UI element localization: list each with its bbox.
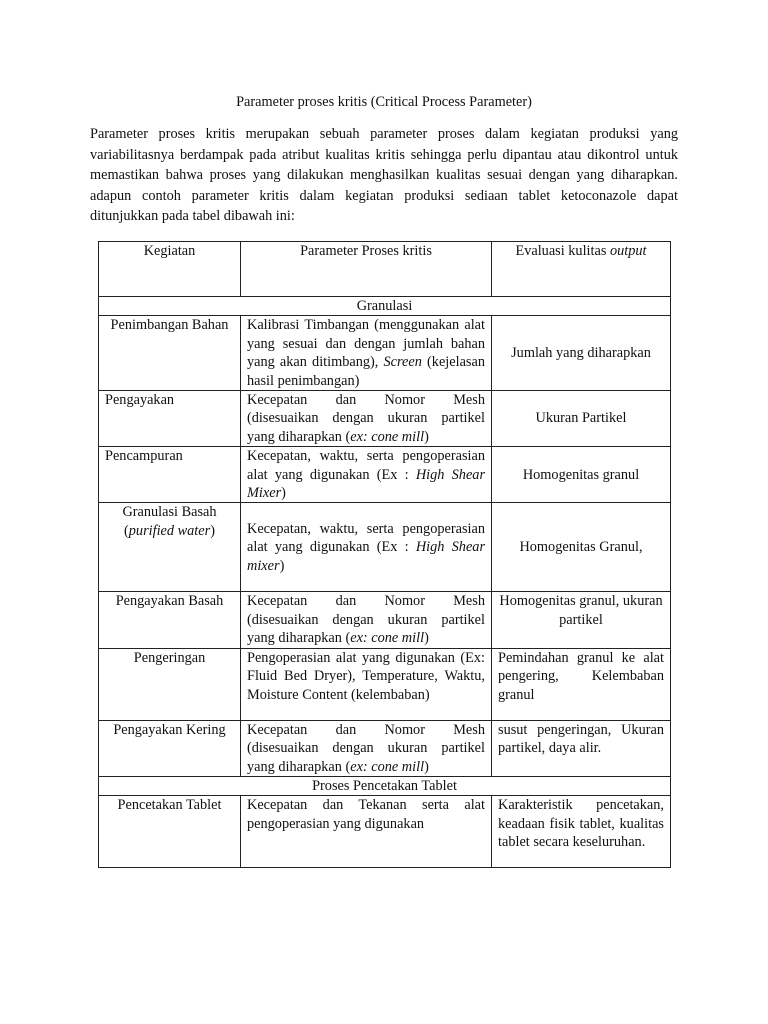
header-kegiatan: Kegiatan xyxy=(99,242,241,297)
page-title: Parameter proses kritis (Critical Process Parameter) xyxy=(236,94,532,110)
table-row xyxy=(99,648,671,720)
parameter-italic-text: ex: cone mill xyxy=(350,630,425,647)
parameter-italic-text: High Shear Mixer xyxy=(247,466,486,502)
cell-kegiatan: Pencampuran xyxy=(99,447,241,503)
cell-evaluasi: susut pengeringan, Ukuran partikel, daya alir. xyxy=(492,720,671,776)
kegiatan-paren-close: ) xyxy=(210,522,215,539)
table-row xyxy=(99,316,671,391)
parameter-text-end: ) xyxy=(279,557,285,574)
cell-kegiatan: Penimbangan Bahan xyxy=(99,316,241,391)
section-label-pencetakan: Proses Pencetakan Tablet xyxy=(99,776,671,795)
table-row xyxy=(99,447,671,503)
table-header-row xyxy=(99,242,671,297)
cell-evaluasi: Ukuran Partikel xyxy=(492,391,671,447)
header-evaluasi-text: Evaluasi kulitas xyxy=(515,243,610,259)
cell-kegiatan: Pengayakan xyxy=(99,391,241,447)
parameter-italic-text: High Shear mixer xyxy=(247,539,486,574)
cell-evaluasi: Pemindahan granul ke alat pengering, Kelembaban granul xyxy=(492,648,671,720)
kegiatan-italic-text: purified water xyxy=(128,522,211,539)
critical-process-parameter-table xyxy=(98,241,671,868)
intro-paragraph: Parameter proses kritis merupakan sebuah parameter proses dalam kegiatan produksi yang variabilitasnya berdampak pada atribut kualitas kritis sehingga perlu dipantau atau dikontrol untuk memastikan bahwa proses yang dilakukan menghasilkan kualitas sesuai dengan yang diharapkan. adapun contoh parameter kritis dalam kegiatan produksi sediaan tablet ketoconazole dapat ditunjukkan pada tabel dibawah ini: xyxy=(90,126,678,225)
table-row xyxy=(99,503,671,592)
parameter-italic-text: ex: cone mill xyxy=(350,428,425,445)
parameter-text-end: ) xyxy=(424,428,429,445)
cell-parameter: Pengoperasian alat yang digunakan (Ex: Fluid Bed Dryer), Temperature, Waktu, Moisture Content (kelembaban) xyxy=(241,648,492,720)
cell-evaluasi: Homogenitas granul xyxy=(492,447,671,503)
parameter-text: Kecepatan dan Nomor Mesh (disesuaikan dengan ukuran partikel yang diharapkan ( xyxy=(247,392,485,445)
cell-evaluasi: Karakteristik pencetakan, keadaan fisik tablet, kualitas tablet secara keseluruhan. xyxy=(492,796,671,868)
header-evaluasi-italic: output xyxy=(609,243,647,259)
parameter-text: Kalibrasi Timbangan (menggunakan alat yang sesuai dan dengan jumlah bahan yang akan ditimbang), xyxy=(247,317,485,371)
table-row xyxy=(99,592,671,648)
table-row xyxy=(99,391,671,447)
kegiatan-text: Granulasi Basah xyxy=(122,504,217,521)
parameter-text: Kecepatan dan Nomor Mesh (disesuaikan dengan ukuran partikel yang diharapkan ( xyxy=(247,593,485,647)
cell-parameter xyxy=(241,447,492,503)
cell-evaluasi: Homogenitas granul, ukuran partikel xyxy=(492,592,671,648)
header-evaluasi xyxy=(492,242,671,297)
parameter-italic-text: ex: cone mill xyxy=(350,758,425,775)
parameter-text: Kecepatan, waktu, serta pengoperasian alat yang digunakan (Ex : xyxy=(247,520,485,556)
section-row-granulasi xyxy=(99,297,671,316)
cell-parameter xyxy=(241,592,492,648)
cell-evaluasi: Homogenitas Granul, xyxy=(492,503,671,592)
parameter-text-end: ) xyxy=(424,630,429,647)
parameter-italic-text: Screen xyxy=(383,354,422,371)
cell-parameter xyxy=(241,316,492,391)
header-parameter: Parameter Proses kritis xyxy=(241,242,492,297)
cell-kegiatan: Pengayakan Basah xyxy=(99,592,241,648)
cell-parameter xyxy=(241,720,492,776)
kegiatan-paren-open: ( xyxy=(124,522,129,539)
cell-kegiatan: Pencetakan Tablet xyxy=(99,796,241,868)
cell-parameter xyxy=(241,503,492,592)
cell-parameter xyxy=(241,391,492,447)
table-row xyxy=(99,720,671,776)
section-row-pencetakan xyxy=(99,776,671,795)
cell-kegiatan: Pengeringan xyxy=(99,648,241,720)
cell-kegiatan: Pengayakan Kering xyxy=(99,720,241,776)
parameter-text-end: (kejelasan hasil penimbangan) xyxy=(247,354,485,389)
section-label-granulasi: Granulasi xyxy=(99,297,671,316)
cell-evaluasi: Jumlah yang diharapkan xyxy=(492,316,671,391)
parameter-text: Kecepatan, waktu, serta pengoperasian alat yang digunakan (Ex : xyxy=(247,448,485,483)
cell-parameter: Kecepatan dan Tekanan serta alat pengoperasian yang digunakan xyxy=(241,796,492,868)
parameter-text-end: ) xyxy=(281,485,286,502)
parameter-text: Kecepatan dan Nomor Mesh (disesuaikan dengan ukuran partikel yang diharapkan ( xyxy=(247,721,485,775)
table-row xyxy=(99,796,671,868)
parameter-text-end: ) xyxy=(424,758,429,775)
cell-kegiatan xyxy=(99,503,241,592)
